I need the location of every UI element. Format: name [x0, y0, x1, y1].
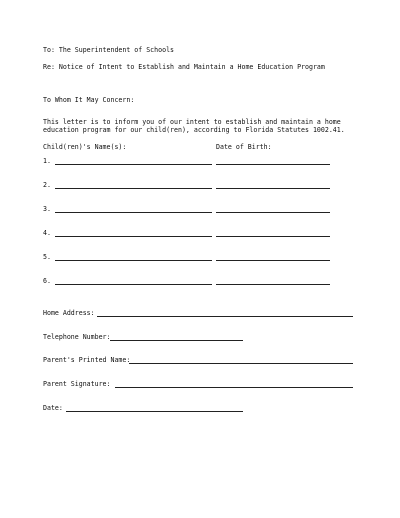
salutation: To Whom It May Concern:: [43, 96, 135, 104]
child-name-field[interactable]: [55, 260, 212, 261]
date-field[interactable]: [66, 411, 243, 412]
signature-label: Parent Signature:: [43, 380, 111, 388]
to-line: To: The Superintendent of Schools: [43, 46, 175, 54]
child-dob-field[interactable]: [216, 260, 330, 261]
children-name-header: Child(ren)'s Name(s):: [43, 143, 127, 151]
home-address-field[interactable]: [97, 316, 353, 317]
body-line-1: This letter is to inform you of our intent to establish and maintain a home: [43, 118, 341, 126]
row-number: 2.: [43, 181, 51, 189]
printed-name-field[interactable]: [129, 363, 353, 364]
re-line: Re: Notice of Intent to Establish and Maintain a Home Education Program: [43, 63, 325, 71]
child-name-field[interactable]: [55, 188, 212, 189]
child-name-field[interactable]: [55, 212, 212, 213]
row-number: 4.: [43, 229, 51, 237]
child-name-field[interactable]: [55, 164, 212, 165]
date-label: Date:: [43, 404, 63, 412]
row-number: 1.: [43, 157, 51, 165]
child-dob-field[interactable]: [216, 236, 330, 237]
telephone-label: Telephone Number:: [43, 333, 111, 341]
child-dob-field[interactable]: [216, 284, 330, 285]
home-address-label: Home Address:: [43, 309, 95, 317]
printed-name-label: Parent's Printed Name:: [43, 356, 131, 364]
signature-field[interactable]: [115, 387, 353, 388]
child-name-field[interactable]: [55, 236, 212, 237]
telephone-field[interactable]: [110, 340, 243, 341]
child-dob-field[interactable]: [216, 212, 330, 213]
date-of-birth-header: Date of Birth:: [216, 143, 272, 151]
child-dob-field[interactable]: [216, 164, 330, 165]
child-dob-field[interactable]: [216, 188, 330, 189]
child-name-field[interactable]: [55, 284, 212, 285]
row-number: 3.: [43, 205, 51, 213]
body-line-2: education program for our child(ren), according to Florida Statutes 1002.41.: [43, 126, 345, 134]
row-number: 6.: [43, 277, 51, 285]
row-number: 5.: [43, 253, 51, 261]
